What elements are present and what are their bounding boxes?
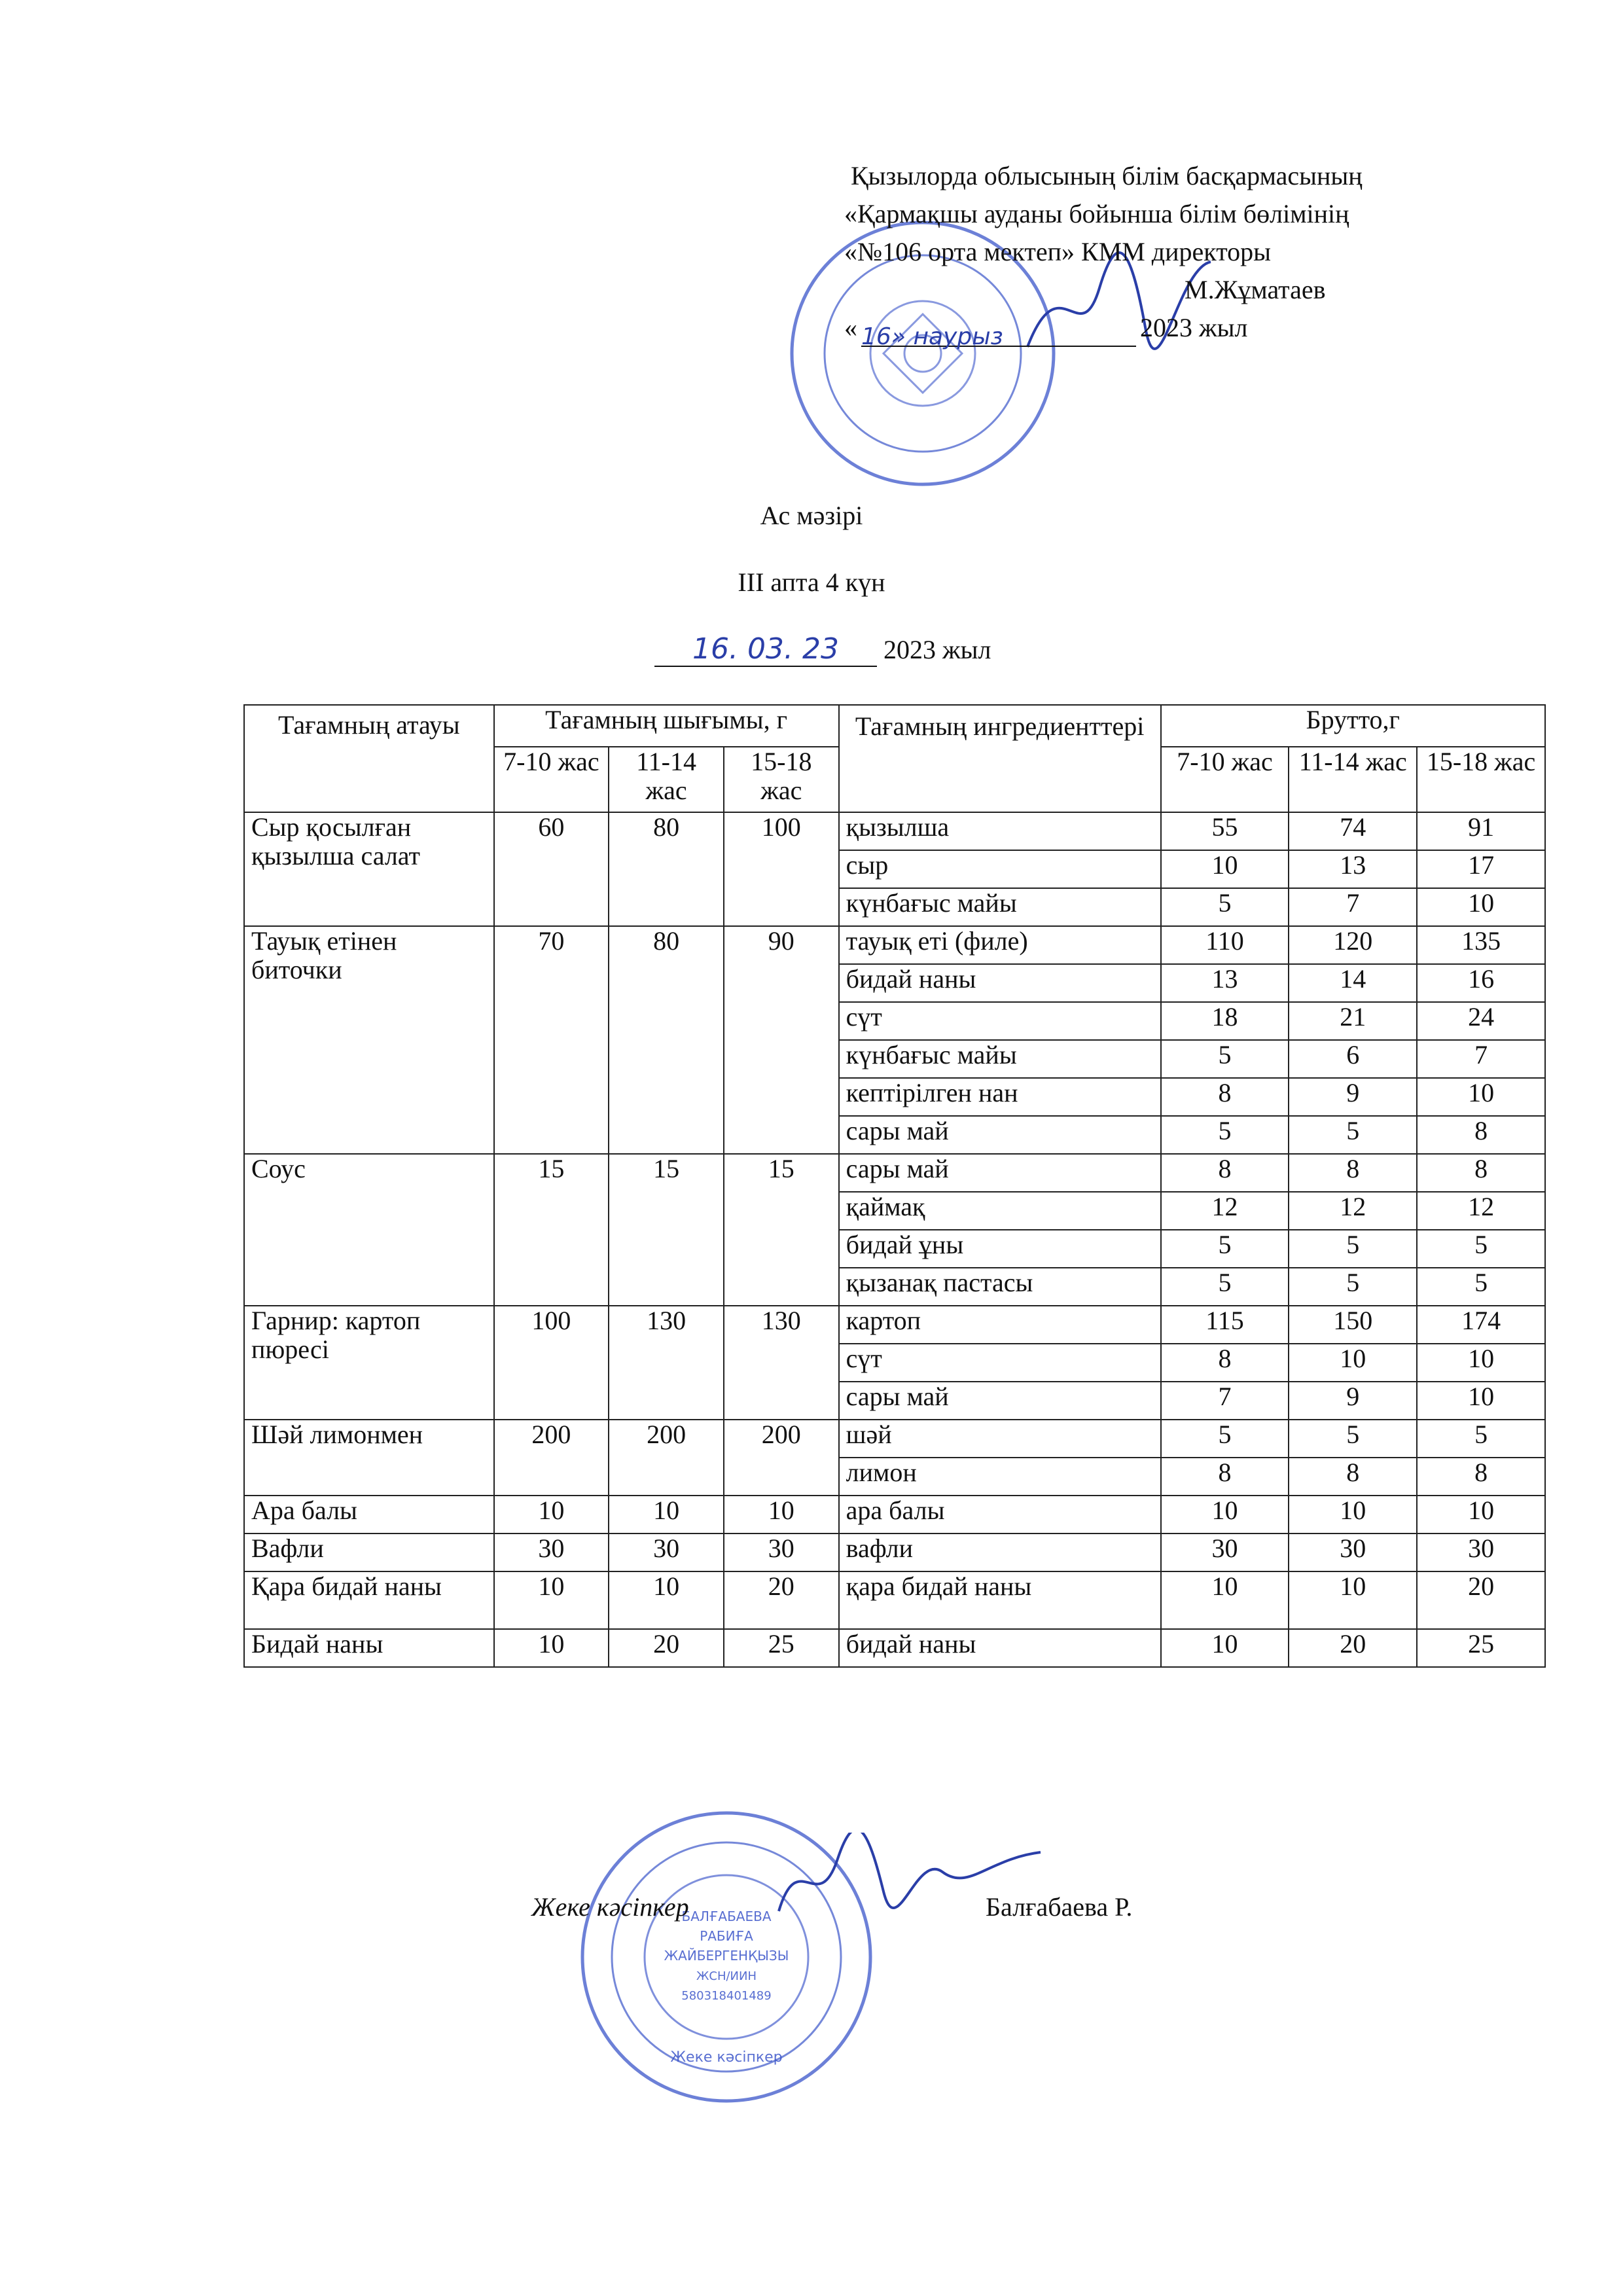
ingredient-name: тауық еті (филе) xyxy=(839,926,1161,964)
ingredient-name: қара бидай наны xyxy=(839,1571,1161,1629)
dish-output-age-1: 30 xyxy=(494,1534,609,1571)
table-row xyxy=(244,812,1545,850)
ingredient-brutto-age-1: 5 xyxy=(1161,888,1289,926)
dish-output-age-1: 10 xyxy=(494,1629,609,1667)
ingredient-name: сары май xyxy=(839,1154,1161,1192)
ingredient-brutto-age-1: 110 xyxy=(1161,926,1289,964)
director-name: М.Жұматаев xyxy=(1185,275,1326,304)
ingredient-brutto-age-1: 10 xyxy=(1161,1629,1289,1667)
ingredient-name: сүт xyxy=(839,1002,1161,1040)
ingredient-brutto-age-1: 5 xyxy=(1161,1268,1289,1306)
ingredient-brutto-age-3: 5 xyxy=(1417,1420,1545,1458)
ingredient-brutto-age-2: 30 xyxy=(1289,1534,1417,1571)
ingredient-brutto-age-1: 8 xyxy=(1161,1154,1289,1192)
ingredient-brutto-age-2: 10 xyxy=(1289,1571,1417,1629)
document-date-handwritten: 16. 03. 23 xyxy=(654,632,877,667)
dish-output-age-1: 100 xyxy=(494,1306,609,1420)
ingredient-brutto-age-3: 20 xyxy=(1417,1571,1545,1629)
approval-date xyxy=(844,309,1499,350)
dish-name: Тауық етінен биточки xyxy=(244,926,494,1154)
ingredient-brutto-age-3: 25 xyxy=(1417,1629,1545,1667)
ingredient-brutto-age-1: 115 xyxy=(1161,1306,1289,1344)
ingredient-brutto-age-3: 135 xyxy=(1417,926,1545,964)
dish-output-age-1: 15 xyxy=(494,1154,609,1306)
ingredient-brutto-age-2: 21 xyxy=(1289,1002,1417,1040)
dish-name: Соус xyxy=(244,1154,494,1306)
dish-name: Қара бидай наны xyxy=(244,1571,494,1629)
dish-name: Шәй лимонмен xyxy=(244,1420,494,1496)
dish-output-age-3: 10 xyxy=(724,1496,839,1534)
ingredient-brutto-age-2: 5 xyxy=(1289,1116,1417,1154)
ingredient-brutto-age-1: 12 xyxy=(1161,1192,1289,1230)
menu-table-body xyxy=(244,812,1545,1667)
dish-output-age-3: 30 xyxy=(724,1534,839,1571)
ingredient-name: лимон xyxy=(839,1458,1161,1496)
ingredient-brutto-age-1: 10 xyxy=(1161,1496,1289,1534)
table-row xyxy=(244,1534,1545,1571)
ingredient-brutto-age-3: 5 xyxy=(1417,1230,1545,1268)
header-brutto-age-2: 11-14 жас xyxy=(1289,747,1417,812)
ingredient-brutto-age-1: 5 xyxy=(1161,1230,1289,1268)
ingredient-brutto-age-1: 7 xyxy=(1161,1382,1289,1420)
ingredient-brutto-age-3: 8 xyxy=(1417,1154,1545,1192)
ingredient-name: бидай наны xyxy=(839,964,1161,1002)
table-row xyxy=(244,1420,1545,1458)
ingredient-brutto-age-3: 7 xyxy=(1417,1040,1545,1078)
approval-date-hand-text: 16» наурыз xyxy=(861,323,1003,350)
approval-date-prefix: « xyxy=(844,313,857,342)
ingredient-brutto-age-3: 91 xyxy=(1417,812,1545,850)
approval-block xyxy=(844,157,1499,350)
dish-output-age-2: 20 xyxy=(609,1629,724,1667)
signature-name: Балғабаева Р. xyxy=(986,1892,1133,1922)
dish-output-age-2: 200 xyxy=(609,1420,724,1496)
table-row xyxy=(244,1306,1545,1344)
ingredient-brutto-age-2: 8 xyxy=(1289,1154,1417,1192)
ingredient-brutto-age-2: 5 xyxy=(1289,1230,1417,1268)
document-date-suffix: 2023 жыл xyxy=(883,635,991,664)
ingredient-name: шәй xyxy=(839,1420,1161,1458)
ingredient-brutto-age-1: 8 xyxy=(1161,1458,1289,1496)
ingredient-brutto-age-3: 30 xyxy=(1417,1534,1545,1571)
ingredient-name: сыр xyxy=(839,850,1161,888)
header-out-age-3: 15-18 жас xyxy=(724,747,839,812)
ingredient-name: сары май xyxy=(839,1382,1161,1420)
ingredient-brutto-age-3: 174 xyxy=(1417,1306,1545,1344)
menu-table xyxy=(243,704,1546,1668)
dish-output-age-3: 25 xyxy=(724,1629,839,1667)
ingredient-brutto-age-1: 5 xyxy=(1161,1040,1289,1078)
ingredient-name: вафли xyxy=(839,1534,1161,1571)
ingredient-brutto-age-1: 8 xyxy=(1161,1344,1289,1382)
svg-text:Жеке кәсіпкер: Жеке кәсіпкер xyxy=(670,2049,783,2066)
dish-name: Вафли xyxy=(244,1534,494,1571)
header-brutto: Брутто,г xyxy=(1161,705,1545,747)
ingredient-name: кептірілген нан xyxy=(839,1078,1161,1116)
dish-output-age-3: 20 xyxy=(724,1571,839,1629)
ingredient-name: ара балы xyxy=(839,1496,1161,1534)
dish-output-age-2: 130 xyxy=(609,1306,724,1420)
table-row xyxy=(244,1154,1545,1192)
ingredient-brutto-age-2: 13 xyxy=(1289,850,1417,888)
ingredient-brutto-age-2: 6 xyxy=(1289,1040,1417,1078)
ingredient-brutto-age-2: 8 xyxy=(1289,1458,1417,1496)
ingredient-name: күнбағыс майы xyxy=(839,1040,1161,1078)
dish-output-age-1: 200 xyxy=(494,1420,609,1496)
approval-line-2: «Қармақшы ауданы бойынша білім бөлімінің xyxy=(844,199,1349,228)
ingredient-brutto-age-1: 18 xyxy=(1161,1002,1289,1040)
dish-output-age-2: 10 xyxy=(609,1571,724,1629)
ingredient-brutto-age-3: 5 xyxy=(1417,1268,1545,1306)
dish-output-age-3: 200 xyxy=(724,1420,839,1496)
ingredient-brutto-age-3: 10 xyxy=(1417,1078,1545,1116)
approval-line-3: «№106 орта мектеп» КММ директоры xyxy=(844,237,1272,266)
header-out-age-2: 11-14 жас xyxy=(609,747,724,812)
approval-date-handwritten xyxy=(861,317,1136,350)
approval-line-1: Қызылорда облысының білім басқармасының xyxy=(851,161,1363,190)
dish-output-age-3: 90 xyxy=(724,926,839,1154)
header-out-age-1: 7-10 жас xyxy=(494,747,609,812)
ingredient-brutto-age-1: 30 xyxy=(1161,1534,1289,1571)
svg-text:ЖАЙБЕРГЕНҚЫЗЫ: ЖАЙБЕРГЕНҚЫЗЫ xyxy=(664,1948,789,1964)
ingredient-brutto-age-2: 12 xyxy=(1289,1192,1417,1230)
table-row xyxy=(244,1496,1545,1534)
table-row xyxy=(244,926,1545,964)
ingredient-brutto-age-2: 20 xyxy=(1289,1629,1417,1667)
ingredient-brutto-age-3: 10 xyxy=(1417,1496,1545,1534)
header-brutto-age-3: 15-18 жас xyxy=(1417,747,1545,812)
table-row xyxy=(244,1629,1545,1667)
ingredient-name: бидай наны xyxy=(839,1629,1161,1667)
dish-output-age-3: 100 xyxy=(724,812,839,926)
ingredient-brutto-age-2: 5 xyxy=(1289,1268,1417,1306)
dish-name: Ара балы xyxy=(244,1496,494,1534)
ingredient-brutto-age-3: 24 xyxy=(1417,1002,1545,1040)
ingredient-name: қаймақ xyxy=(839,1192,1161,1230)
ingredient-brutto-age-2: 5 xyxy=(1289,1420,1417,1458)
ingredient-brutto-age-3: 10 xyxy=(1417,1344,1545,1382)
header-output: Тағамның шығымы, г xyxy=(494,705,839,747)
ingredient-name: сары май xyxy=(839,1116,1161,1154)
ingredient-brutto-age-3: 12 xyxy=(1417,1192,1545,1230)
ingredient-brutto-age-3: 16 xyxy=(1417,964,1545,1002)
ingredient-name: күнбағыс майы xyxy=(839,888,1161,926)
ingredient-brutto-age-3: 17 xyxy=(1417,850,1545,888)
ingredient-brutto-age-2: 120 xyxy=(1289,926,1417,964)
svg-text:БАЛҒАБАЕВА: БАЛҒАБАЕВА xyxy=(681,1909,772,1924)
dish-output-age-1: 60 xyxy=(494,812,609,926)
document-subtitle: ІІІ апта 4 күн xyxy=(738,567,885,597)
dish-name: Гарнир: картоп пюресі xyxy=(244,1306,494,1420)
ingredient-brutto-age-2: 9 xyxy=(1289,1382,1417,1420)
ingredient-brutto-age-2: 7 xyxy=(1289,888,1417,926)
dish-output-age-1: 70 xyxy=(494,926,609,1154)
header-dish-name: Тағамның атауы xyxy=(244,705,494,812)
ingredient-name: қызанақ пастасы xyxy=(839,1268,1161,1306)
svg-text:РАБИҒА: РАБИҒА xyxy=(700,1928,753,1944)
dish-output-age-2: 10 xyxy=(609,1496,724,1534)
dish-output-age-1: 10 xyxy=(494,1571,609,1629)
svg-text:580318401489: 580318401489 xyxy=(681,1989,772,2003)
dish-name: Бидай наны xyxy=(244,1629,494,1667)
dish-output-age-3: 15 xyxy=(724,1154,839,1306)
ingredient-brutto-age-2: 150 xyxy=(1289,1306,1417,1344)
header-ingredients: Тағамның ингредиенттері xyxy=(839,705,1161,812)
ingredient-brutto-age-1: 13 xyxy=(1161,964,1289,1002)
approval-date-suffix: 2023 жыл xyxy=(1140,313,1248,342)
table-row xyxy=(244,1571,1545,1629)
ingredient-name: бидай ұны xyxy=(839,1230,1161,1268)
ingredient-brutto-age-3: 8 xyxy=(1417,1458,1545,1496)
ingredient-brutto-age-2: 9 xyxy=(1289,1078,1417,1116)
ingredient-name: картоп xyxy=(839,1306,1161,1344)
dish-output-age-3: 130 xyxy=(724,1306,839,1420)
ingredient-brutto-age-3: 8 xyxy=(1417,1116,1545,1154)
dish-output-age-1: 10 xyxy=(494,1496,609,1534)
dish-output-age-2: 30 xyxy=(609,1534,724,1571)
ingredient-brutto-age-2: 10 xyxy=(1289,1344,1417,1382)
dish-output-age-2: 80 xyxy=(609,812,724,926)
ingredient-brutto-age-2: 14 xyxy=(1289,964,1417,1002)
dish-name: Сыр қосылған қызылша салат xyxy=(244,812,494,926)
ingredient-brutto-age-1: 5 xyxy=(1161,1116,1289,1154)
ingredient-brutto-age-1: 8 xyxy=(1161,1078,1289,1116)
ingredient-brutto-age-2: 10 xyxy=(1289,1496,1417,1534)
document-title: Ас мәзірі xyxy=(760,501,863,530)
ingredient-brutto-age-1: 55 xyxy=(1161,812,1289,850)
ingredient-name: қызылша xyxy=(839,812,1161,850)
ingredient-brutto-age-1: 10 xyxy=(1161,1571,1289,1629)
ingredient-name: сүт xyxy=(839,1344,1161,1382)
svg-text:ЖСН/ИИН: ЖСН/ИИН xyxy=(696,1969,757,1983)
ingredient-brutto-age-3: 10 xyxy=(1417,1382,1545,1420)
ingredient-brutto-age-1: 10 xyxy=(1161,850,1289,888)
header-brutto-age-1: 7-10 жас xyxy=(1161,747,1289,812)
document-date xyxy=(654,632,991,667)
dish-output-age-2: 80 xyxy=(609,926,724,1154)
ingredient-brutto-age-3: 10 xyxy=(1417,888,1545,926)
ingredient-brutto-age-1: 5 xyxy=(1161,1420,1289,1458)
ingredient-brutto-age-2: 74 xyxy=(1289,812,1417,850)
signature-role: Жеке кәсіпкер xyxy=(531,1892,689,1922)
dish-output-age-2: 15 xyxy=(609,1154,724,1306)
